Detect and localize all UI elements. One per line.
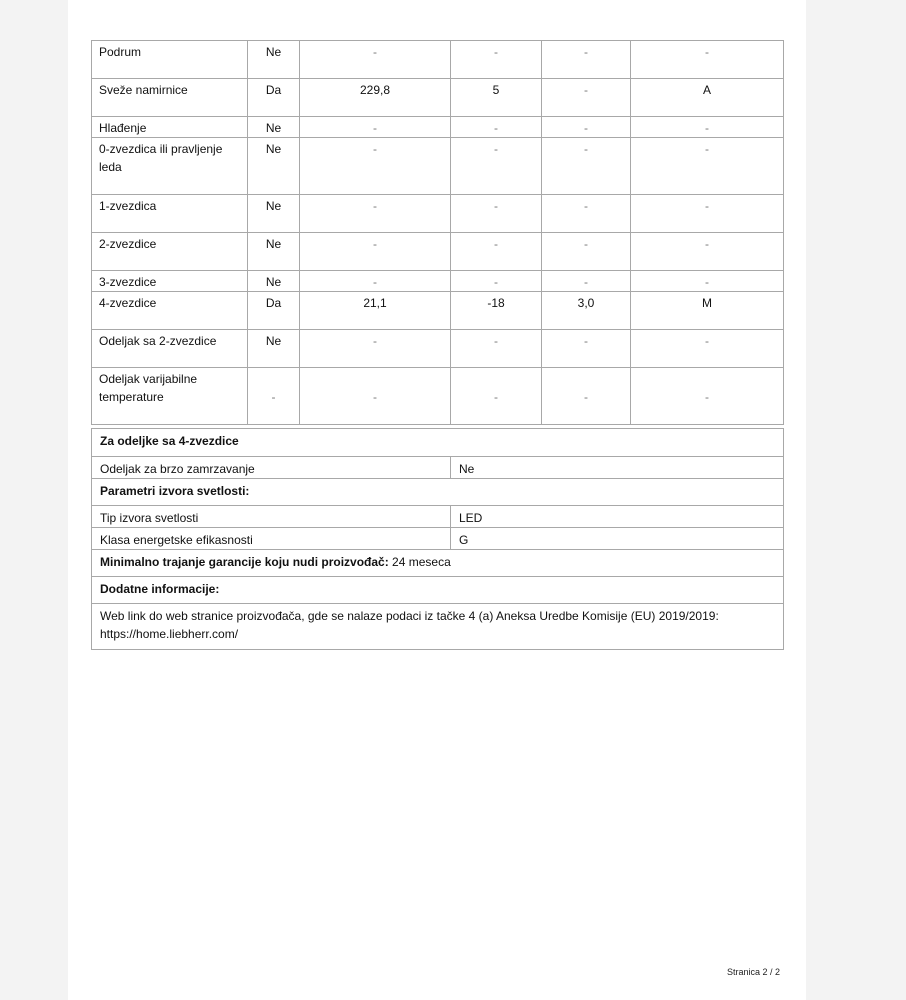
compartment-row xyxy=(92,330,784,368)
quick-freeze-value: Ne xyxy=(451,457,784,479)
cell-volume: - xyxy=(300,271,451,292)
cell-climate: - xyxy=(631,233,784,271)
cell-name: Podrum xyxy=(92,41,248,79)
page-number: Stranica 2 / 2 xyxy=(727,967,781,977)
cell-name: 1-zvezdica xyxy=(92,195,248,233)
cell-freezing: 3,0 xyxy=(542,292,631,330)
cell-volume: - xyxy=(300,41,451,79)
additional-heading-text: Dodatne informacije: xyxy=(100,582,220,596)
cell-volume: - xyxy=(300,368,451,425)
cell-climate: - xyxy=(631,368,784,425)
warranty-label: Minimalno trajanje garancije koju nudi proizvođač: xyxy=(100,555,389,569)
cell-freezing: - xyxy=(542,41,631,79)
compartment-row xyxy=(92,79,784,117)
document-page xyxy=(68,0,806,1000)
additional-heading xyxy=(92,577,784,604)
cell-name: Hlađenje xyxy=(92,117,248,138)
cell-volume: - xyxy=(300,330,451,368)
cell-temp: 5 xyxy=(451,79,542,117)
cell-climate: - xyxy=(631,117,784,138)
cell-freezing: - xyxy=(542,79,631,117)
cell-temp: -18 xyxy=(451,292,542,330)
compartment-row xyxy=(92,271,784,292)
cell-volume: 229,8 xyxy=(300,79,451,117)
cell-temp: - xyxy=(451,330,542,368)
cell-freezing: - xyxy=(542,117,631,138)
light-class-label: Klasa energetske efikasnosti xyxy=(92,528,451,550)
cell-present: Ne xyxy=(248,233,300,271)
compartment-row xyxy=(92,195,784,233)
cell-climate: - xyxy=(631,138,784,195)
cell-present: Ne xyxy=(248,138,300,195)
cell-name: 2-zvezdice xyxy=(92,233,248,271)
light-class-value: G xyxy=(451,528,784,550)
cell-climate: - xyxy=(631,195,784,233)
cell-freezing: - xyxy=(542,138,631,195)
cell-present: Ne xyxy=(248,41,300,79)
cell-volume: - xyxy=(300,117,451,138)
cell-freezing: - xyxy=(542,368,631,425)
cell-present: Ne xyxy=(248,271,300,292)
cell-temp: - xyxy=(451,368,542,425)
compartment-row xyxy=(92,41,784,79)
cell-temp: - xyxy=(451,195,542,233)
cell-name: 0-zvezdica ili pravljenje leda xyxy=(92,138,248,195)
cell-present: Da xyxy=(248,79,300,117)
compartment-row xyxy=(92,138,784,195)
cell-temp: - xyxy=(451,271,542,292)
cell-present: Ne xyxy=(248,117,300,138)
cell-climate: - xyxy=(631,41,784,79)
additional-text: Web link do web stranice proizvođača, gde se nalaze podaci iz tačke 4 (a) Aneksa Uredbe Komisije (EU) 2019/2019: https://home.liebherr.com/ xyxy=(92,604,784,650)
light-heading-text: Parametri izvora svetlosti: xyxy=(100,484,250,498)
cell-name: Odeljak sa 2-zvezdice xyxy=(92,330,248,368)
cell-volume: - xyxy=(300,195,451,233)
cell-climate: - xyxy=(631,271,784,292)
cell-volume: 21,1 xyxy=(300,292,451,330)
cell-volume: - xyxy=(300,233,451,271)
light-heading xyxy=(92,479,784,506)
cell-temp: - xyxy=(451,138,542,195)
quick-freeze-label: Odeljak za brzo zamrzavanje xyxy=(92,457,451,479)
cell-freezing: - xyxy=(542,195,631,233)
compartment-table xyxy=(91,40,784,425)
light-type-label: Tip izvora svetlosti xyxy=(92,506,451,528)
compartment-row xyxy=(92,233,784,271)
cell-freezing: - xyxy=(542,330,631,368)
warranty-value: 24 meseca xyxy=(388,555,451,569)
cell-temp: - xyxy=(451,233,542,271)
four-star-heading-text: Za odeljke sa 4-zvezdice xyxy=(100,434,239,448)
cell-present: Ne xyxy=(248,195,300,233)
cell-name: 3-zvezdice xyxy=(92,271,248,292)
info-table xyxy=(91,428,784,650)
cell-climate: A xyxy=(631,79,784,117)
cell-freezing: - xyxy=(542,233,631,271)
cell-volume: - xyxy=(300,138,451,195)
cell-temp: - xyxy=(451,117,542,138)
cell-name: 4-zvezdice xyxy=(92,292,248,330)
cell-climate: - xyxy=(631,330,784,368)
four-star-heading xyxy=(92,429,784,457)
cell-name: Sveže namirnice xyxy=(92,79,248,117)
cell-present: - xyxy=(248,368,300,425)
warranty-row xyxy=(92,550,784,577)
cell-present: Ne xyxy=(248,330,300,368)
cell-present: Da xyxy=(248,292,300,330)
compartment-row xyxy=(92,292,784,330)
cell-climate: M xyxy=(631,292,784,330)
cell-freezing: - xyxy=(542,271,631,292)
compartment-row xyxy=(92,117,784,138)
compartment-row xyxy=(92,368,784,425)
light-type-value: LED xyxy=(451,506,784,528)
cell-name: Odeljak varijabilne temperature xyxy=(92,368,248,425)
cell-temp: - xyxy=(451,41,542,79)
